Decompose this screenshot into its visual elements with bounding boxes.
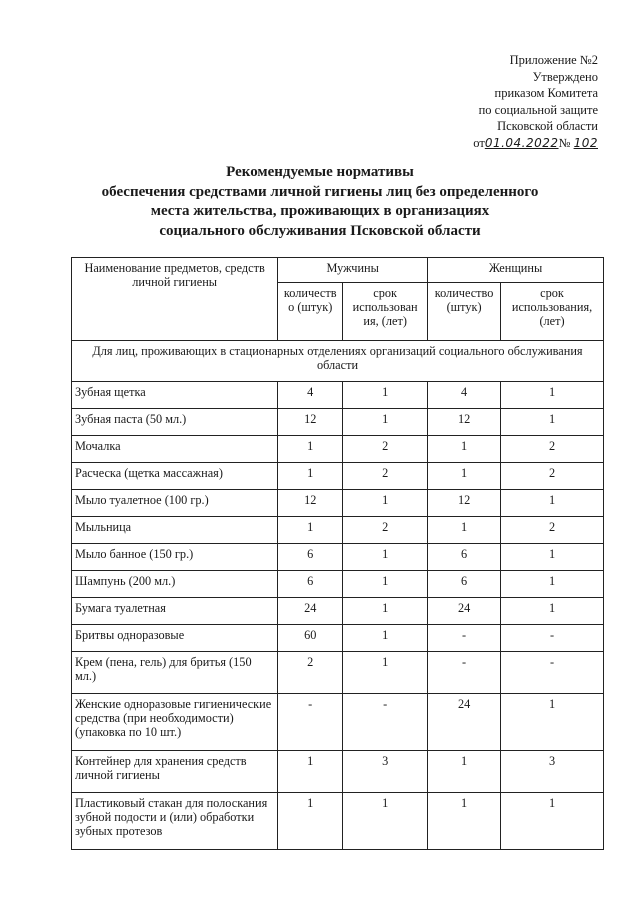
region-label: Псковской области [497, 119, 598, 133]
value-cell: 1 [343, 625, 428, 652]
value-cell: 1 [501, 598, 604, 625]
table-row [72, 490, 604, 517]
value-cell: 1 [278, 517, 343, 544]
header-women-term: срок использования, (лет) [501, 283, 604, 341]
document-title [0, 163, 640, 241]
number-prefix: № [558, 135, 571, 150]
item-name-cell: Пластиковый стакан для полоскания зубной подости и (или) обработки зубных протезов [72, 793, 278, 850]
table-row [72, 793, 604, 850]
title-line: Рекомендуемые нормативы [226, 164, 414, 180]
value-cell: 1 [278, 793, 343, 850]
table-row [72, 751, 604, 793]
table-row [72, 382, 604, 409]
order-date-line [473, 135, 598, 152]
item-name-cell: Бритвы одноразовые [72, 625, 278, 652]
title-line: места жительства, проживающих в организациях [150, 203, 490, 219]
header-men-term: срок использован ия, (лет) [343, 283, 428, 341]
item-name-cell: Зубная паста (50 мл.) [72, 409, 278, 436]
value-cell: 3 [343, 751, 428, 793]
appendix-label: Приложение №2 [509, 53, 598, 67]
header-women: Женщины [428, 258, 604, 283]
handwritten-date: 01.04.2022 [484, 135, 559, 150]
item-name-cell: Мыло туалетное (100 гр.) [72, 490, 278, 517]
value-cell: 4 [428, 382, 501, 409]
committee-label: по социальной защите [478, 102, 598, 117]
value-cell: 1 [501, 571, 604, 598]
header-women-qty: количество (штук) [428, 283, 501, 341]
table-row [72, 571, 604, 598]
value-cell: 1 [428, 436, 501, 463]
value-cell: 4 [278, 382, 343, 409]
date-prefix: от [473, 135, 485, 150]
item-name-cell: Мочалка [72, 436, 278, 463]
approved-label: Утверждено [532, 69, 598, 84]
handwritten-number: 102 [573, 135, 598, 150]
value-cell: 12 [278, 490, 343, 517]
value-cell: 1 [278, 436, 343, 463]
order-label: приказом Комитета [494, 86, 598, 100]
value-cell: 24 [428, 694, 501, 751]
value-cell: 1 [278, 751, 343, 793]
value-cell: - [501, 652, 604, 694]
item-name-cell: Мыло банное (150 гр.) [72, 544, 278, 571]
value-cell: 1 [278, 463, 343, 490]
value-cell: - [278, 694, 343, 751]
value-cell: 60 [278, 625, 343, 652]
value-cell: 2 [343, 463, 428, 490]
table-row [72, 694, 604, 751]
value-cell: 1 [343, 382, 428, 409]
item-name-cell: Женские одноразовые гигиенические средства (при необходимости) (упаковка по 10 шт.) [72, 694, 278, 751]
value-cell: 1 [343, 409, 428, 436]
table-row [72, 517, 604, 544]
value-cell: 24 [428, 598, 501, 625]
value-cell: 2 [501, 436, 604, 463]
value-cell: 1 [428, 751, 501, 793]
value-cell: 1 [501, 409, 604, 436]
item-name-cell: Бумага туалетная [72, 598, 278, 625]
item-name-cell: Контейнер для хранения средств личной гигиены [72, 751, 278, 793]
item-name-cell: Крем (пена, гель) для бритья (150 мл.) [72, 652, 278, 694]
table-row [72, 544, 604, 571]
value-cell: - [428, 652, 501, 694]
value-cell: 1 [343, 652, 428, 694]
header-men-qty: количеств о (штук) [278, 283, 343, 341]
value-cell: - [428, 625, 501, 652]
value-cell: 6 [428, 544, 501, 571]
item-name-cell: Мыльница [72, 517, 278, 544]
title-line: обеспечения средствами личной гигиены лиц без определенного [101, 183, 539, 200]
value-cell: 2 [278, 652, 343, 694]
table-row [72, 598, 604, 625]
value-cell: 1 [501, 793, 604, 850]
item-name-cell: Шампунь (200 мл.) [72, 571, 278, 598]
table-row [72, 625, 604, 652]
value-cell: 2 [501, 463, 604, 490]
value-cell: 1 [343, 598, 428, 625]
value-cell: 2 [343, 436, 428, 463]
norms-table [71, 257, 604, 850]
value-cell: 1 [343, 544, 428, 571]
value-cell: 1 [343, 490, 428, 517]
table-row [72, 652, 604, 694]
value-cell: 1 [501, 694, 604, 751]
value-cell: 1 [343, 793, 428, 850]
value-cell: 1 [343, 571, 428, 598]
value-cell: 3 [501, 751, 604, 793]
value-cell: 1 [501, 490, 604, 517]
value-cell: 12 [428, 409, 501, 436]
section-row: Для лиц, проживающих в стационарных отделениях организаций социального обслуживания области [72, 341, 604, 382]
value-cell: 1 [428, 793, 501, 850]
header-men: Мужчины [278, 258, 428, 283]
value-cell: 24 [278, 598, 343, 625]
approval-block [473, 52, 598, 151]
value-cell: 6 [278, 544, 343, 571]
value-cell: 1 [501, 544, 604, 571]
value-cell: 2 [343, 517, 428, 544]
value-cell: 12 [278, 409, 343, 436]
item-name-cell: Зубная щетка [72, 382, 278, 409]
value-cell: 6 [428, 571, 501, 598]
value-cell: 1 [501, 382, 604, 409]
value-cell: 12 [428, 490, 501, 517]
title-line: социального обслуживания Псковской области [159, 222, 481, 239]
value-cell: 1 [428, 463, 501, 490]
header-item: Наименование предметов, средств личной гигиены [72, 258, 278, 341]
table-row [72, 409, 604, 436]
value-cell: 6 [278, 571, 343, 598]
value-cell: 2 [501, 517, 604, 544]
table-row [72, 463, 604, 490]
value-cell: 1 [428, 517, 501, 544]
value-cell: - [343, 694, 428, 751]
table-row [72, 436, 604, 463]
item-name-cell: Расческа (щетка массажная) [72, 463, 278, 490]
value-cell: - [501, 625, 604, 652]
